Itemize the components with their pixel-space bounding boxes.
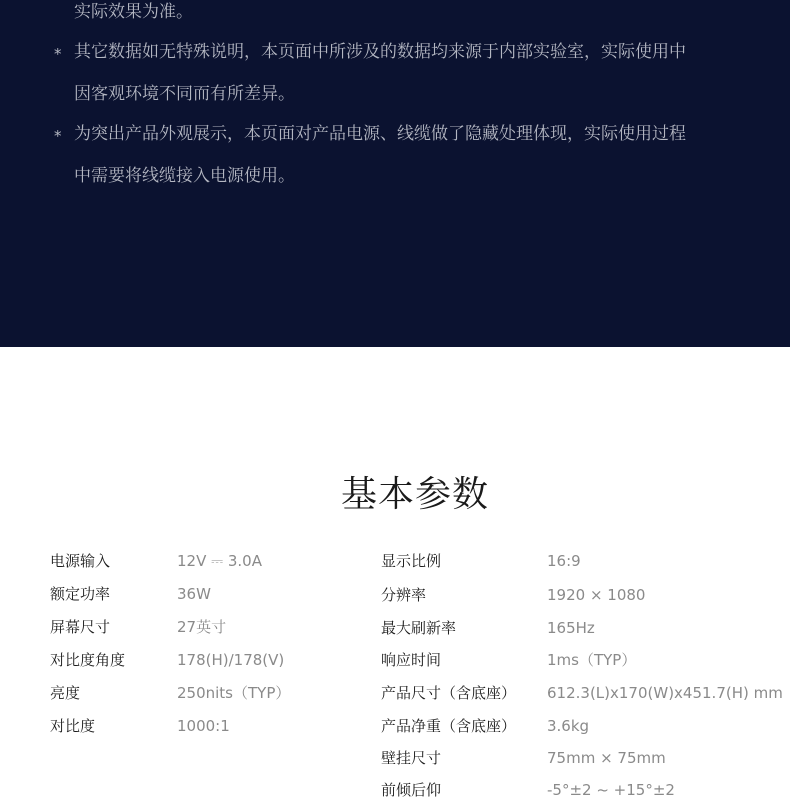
- spec-value: 27英寸: [177, 618, 227, 636]
- section-title: 基本参数: [340, 474, 489, 515]
- spec-value: 36W: [177, 585, 211, 603]
- disclaimer-panel: [0, 0, 790, 347]
- spec-value: 1920 × 1080: [547, 586, 646, 604]
- spec-value: 1ms（TYP）: [547, 651, 637, 669]
- note-line: 实际效果为准。: [74, 2, 193, 22]
- spec-value: 165Hz: [547, 619, 595, 637]
- spec-value: 3.6kg: [547, 717, 590, 735]
- spec-label: 电源输入: [50, 552, 111, 570]
- spec-value: 75mm × 75mm: [547, 749, 666, 767]
- spec-label: 显示比例: [381, 552, 442, 570]
- asterisk-marker: *: [54, 45, 62, 63]
- spec-label: 前倾后仰: [381, 781, 442, 799]
- asterisk-marker: *: [54, 127, 62, 145]
- spec-value: 178(H)/178(V): [177, 651, 285, 669]
- spec-value: 612.3(L)x170(W)x451.7(H) mm: [547, 684, 783, 702]
- spec-label: 产品净重（含底座）: [381, 717, 517, 735]
- note-line: 中需要将线缆接入电源使用。: [74, 166, 295, 186]
- spec-value: 250nits（TYP）: [177, 684, 291, 702]
- note-line: 为突出产品外观展示，本页面对产品电源、线缆做了隐藏处理体现，实际使用过程: [74, 124, 686, 144]
- spec-value: 12V ⎓ 3.0A: [177, 552, 262, 570]
- spec-label: 壁挂尺寸: [381, 749, 442, 767]
- spec-label: 对比度角度: [50, 651, 126, 669]
- spec-value: -5°±2 ~ +15°±2: [547, 781, 675, 799]
- note-line: 因客观环境不同而有所差异。: [74, 84, 295, 104]
- spec-label: 屏幕尺寸: [50, 618, 111, 636]
- spec-label: 对比度: [50, 717, 96, 735]
- spec-label: 最大刷新率: [381, 619, 457, 637]
- note-line: 其它数据如无特殊说明，本页面中所涉及的数据均来源于内部实验室，实际使用中: [74, 42, 686, 62]
- spec-label: 分辨率: [381, 586, 427, 604]
- spec-value: 16:9: [547, 552, 581, 570]
- spec-value: 1000:1: [177, 717, 230, 735]
- spec-label: 产品尺寸（含底座）: [381, 684, 517, 702]
- spec-label: 额定功率: [50, 585, 111, 603]
- spec-label: 响应时间: [381, 651, 442, 669]
- spec-label: 亮度: [50, 684, 81, 702]
